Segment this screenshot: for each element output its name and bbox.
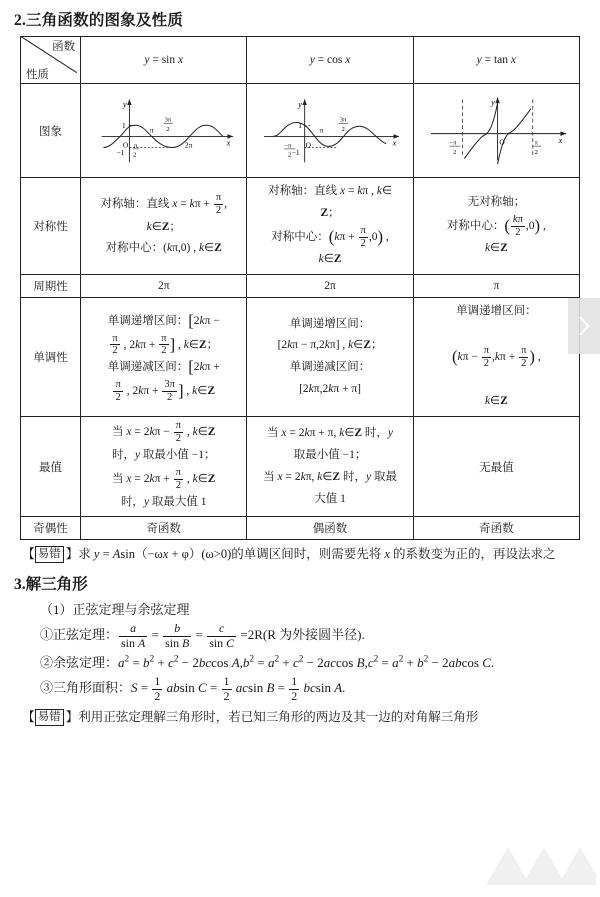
graph-cos-cell: [247, 84, 413, 178]
triangle-area-line: ③三角形面积：S = $\frac{1}{2}$ absin C = $\frac{1}{2}$ acsin B = $\frac{1}{2}$ bcsin A.: [40, 674, 346, 703]
watermark-logo: [476, 823, 596, 893]
svg-text:2: 2: [133, 151, 137, 159]
column-header-sin: y = sin x: [81, 37, 247, 84]
tangent-graph: [418, 87, 575, 171]
svg-text:y: y: [490, 97, 495, 107]
table-row: [21, 275, 580, 298]
svg-text:O: O: [123, 140, 129, 150]
svg-text:−1: −1: [116, 147, 125, 157]
section2-note: 【 易错 】求 y = Asin（−ωx + φ）(ω>0)的单调区间时，则需要先将 x 的系数变为正的，再设法求之: [16, 547, 556, 562]
cell-period-sin: 2π: [81, 275, 247, 298]
section3-note: 【 易错 】利用正弦定理解三角形时，若已知三角形的两边及其一边的对角解三角形: [16, 710, 479, 725]
row-label-monotonicity: 单调性: [21, 298, 81, 417]
svg-text:2: 2: [452, 148, 457, 156]
sine-graph: [85, 87, 242, 171]
svg-text:O: O: [499, 137, 505, 147]
section3-sub1: （1）正弦定理与余弦定理: [40, 601, 190, 617]
svg-text:1: 1: [298, 121, 303, 131]
row-label-symmetry: 对称性: [21, 178, 81, 275]
document-page: [0, 8, 600, 897]
table-row: [21, 298, 580, 417]
row-label-period: 周期性: [21, 275, 81, 298]
cell-parity-tan: 奇函数: [413, 517, 579, 540]
table-row: [21, 517, 580, 540]
svg-text:−π: −π: [449, 139, 457, 147]
svg-text:π: π: [134, 142, 138, 150]
column-header-tan: y = tan x: [413, 37, 579, 84]
cell-symmetry-tan: 无对称轴； 对称中心：( $\frac{k\pi}{2}$ ,0) , k∈Z: [413, 178, 579, 275]
row-label-graph: 图象: [21, 84, 81, 178]
svg-text:π: π: [149, 125, 154, 135]
law-of-sines-prefix: ①正弦定理：: [40, 627, 119, 643]
section-3-heading: 3.解三角形: [14, 575, 88, 593]
cell-symmetry-cos: 对称轴：直线 x = kπ , k∈ Z； 对称中心：(kπ + $\frac{\pi}{2}$ ,0) , k∈Z: [247, 178, 413, 275]
cell-extremum-sin: 当 x = 2kπ − $\frac{\pi}{2}$ , k∈Z 时，y 取最小值 −1； 当 x = 2kπ + $\frac{\pi}{2}$ , k∈Z 时，y 取最大值 1: [81, 417, 247, 517]
law-of-sines-line: ①正弦定理： $\frac{a}{\text{sin A}}$ = $\frac{b}{\text{sin B}}$ = $\frac{c}{\text{sin C}}$ =2R(R 为外接圆半径).: [40, 621, 365, 650]
svg-text:2: 2: [166, 125, 170, 133]
table-header-row: [21, 37, 580, 84]
svg-text:x: x: [226, 138, 231, 148]
law-of-cosines-prefix: ②余弦定理：: [40, 654, 119, 670]
cell-parity-cos: 偶函数: [247, 517, 413, 540]
table-row: [21, 84, 580, 178]
cell-monotonicity-tan: 单调递增区间： (kπ − $\frac{\pi}{2}$ ,kπ + $\frac{\pi}{2}$ ) , k∈Z: [413, 298, 579, 417]
svg-text:x: x: [558, 135, 563, 145]
svg-text:−π: −π: [284, 142, 292, 150]
table-row: [21, 178, 580, 275]
svg-text:y: y: [298, 99, 303, 109]
cell-symmetry-sin: 对称轴：直线 x = kπ + $\frac{\pi}{2}$ , k∈Z； 对称中心：(kπ,0) , k∈Z: [81, 178, 247, 275]
svg-text:−1: −1: [292, 147, 300, 157]
svg-text:2: 2: [534, 148, 538, 156]
svg-text:y: y: [123, 99, 127, 109]
corner-label-function: 函数: [52, 41, 76, 53]
cell-period-cos: 2π: [247, 275, 413, 298]
law-of-sines-suffix: =2R(R 为外接圆半径).: [240, 627, 365, 643]
section3-note-text: 利用正弦定理解三角形时，若已知三角形的两边及其一边的对角解三角形: [78, 710, 479, 725]
trig-properties-table: [20, 36, 580, 540]
svg-text:3π: 3π: [164, 116, 172, 124]
cell-extremum-tan: 无最值: [413, 417, 579, 517]
graph-tan-cell: [413, 84, 579, 178]
law-of-cosines-line: ②余弦定理：$a^2 = b^2 + c^2 - 2bccos$ $A,b^2 = a^2 + c^2 - 2accos$ $B,c^2 = a^2 + b^2 - 2abcos$ C.: [40, 654, 495, 670]
triangle-area-prefix: ③三角形面积：: [40, 680, 132, 696]
section-2-heading: 2.三角函数的图象及性质: [14, 12, 184, 29]
svg-text:x: x: [392, 138, 397, 148]
svg-text:2: 2: [342, 125, 346, 133]
cell-monotonicity-sin: 单调递增区间：[2kπ − $\frac{\pi}{2}$ , 2kπ + $\frac{\pi}{2}$ ] , k∈Z； 单调递减区间：[2kπ + $\frac{\pi}{2}$ , 2kπ + $\frac{3\pi}{2}$ ] , k∈Z: [81, 298, 247, 417]
svg-text:π: π: [534, 139, 538, 147]
next-page-button[interactable]: [568, 298, 600, 354]
cell-parity-sin: 奇函数: [81, 517, 247, 540]
cosine-graph: [251, 87, 408, 171]
svg-text:π: π: [319, 125, 324, 135]
cell-extremum-cos: 当 x = 2kπ + π, k∈Z 时，y 取最小值 −1； 当 x = 2kπ, k∈Z 时，y 取最 大值 1: [247, 417, 413, 517]
svg-text:O: O: [305, 140, 312, 150]
column-header-cos: y = cos x: [247, 37, 413, 84]
corner-label-property: 性质: [26, 69, 49, 81]
chevron-right-icon: [577, 314, 591, 338]
table-corner-cell: [21, 37, 81, 84]
error-prone-tag: 易错: [35, 546, 64, 562]
error-prone-tag: 易错: [35, 709, 64, 725]
row-label-parity: 奇偶性: [21, 517, 81, 540]
row-label-extremum: 最值: [21, 417, 81, 517]
svg-text:3π: 3π: [340, 116, 347, 124]
graph-sin-cell: [81, 84, 247, 178]
cell-monotonicity-cos: 单调递增区间： [2kπ − π,2kπ] , k∈Z； 单调递减区间： [2kπ,2kπ + π]: [247, 298, 413, 417]
svg-text:2π: 2π: [185, 140, 193, 150]
cell-period-tan: π: [413, 275, 579, 298]
svg-text:2: 2: [288, 151, 292, 159]
table-row: [21, 417, 580, 517]
svg-text:1: 1: [122, 121, 126, 131]
